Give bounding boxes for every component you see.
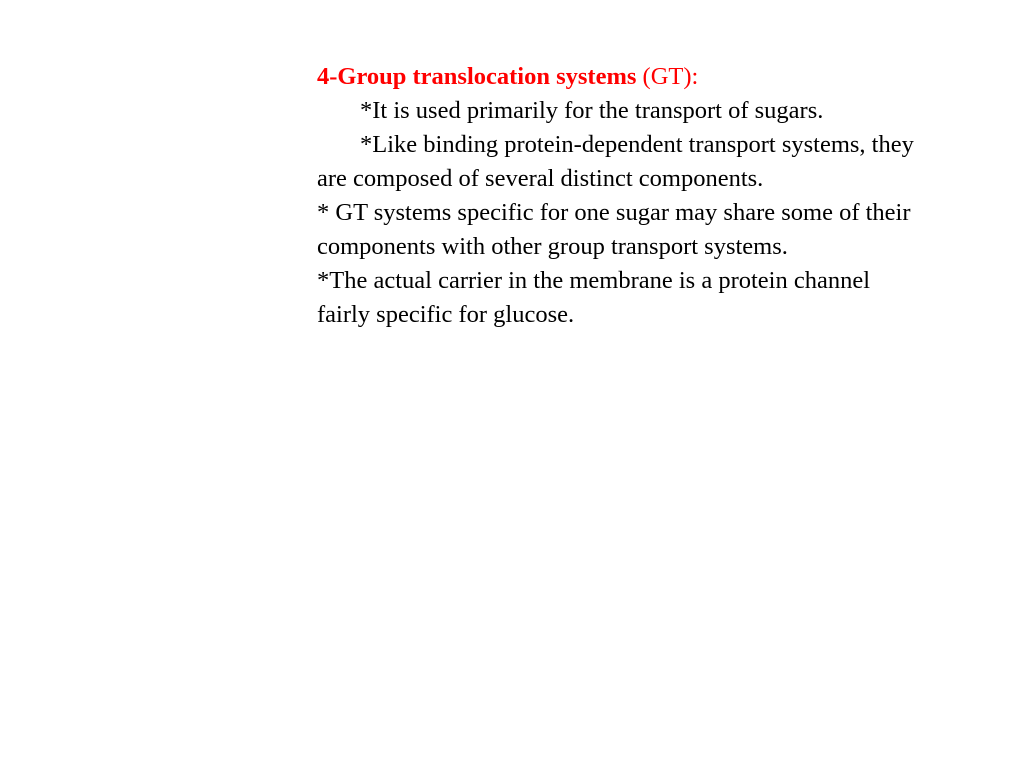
bullet-binding-protein-continued: are composed of several distinct components. bbox=[317, 165, 764, 192]
section-heading bbox=[317, 60, 1017, 94]
bullet-carrier-channel: *The actual carrier in the membrane is a protein channel bbox=[317, 267, 871, 294]
bullet-binding-protein: *Like binding protein-dependent transport systems, they bbox=[360, 131, 914, 158]
bullet-shared-components-continued: components with other group transport systems. bbox=[317, 233, 788, 260]
heading-title: 4-Group translocation systems bbox=[317, 63, 637, 90]
bullet-carrier-channel-continued: fairly specific for glucose. bbox=[317, 301, 575, 328]
heading-abbreviation: (GT): bbox=[636, 63, 699, 90]
bullet-shared-components: * GT systems specific for one sugar may share some of their bbox=[317, 199, 911, 226]
slide-text-block bbox=[317, 60, 1017, 332]
bullet-sugars-transport: *It is used primarily for the transport of sugars. bbox=[360, 97, 824, 124]
